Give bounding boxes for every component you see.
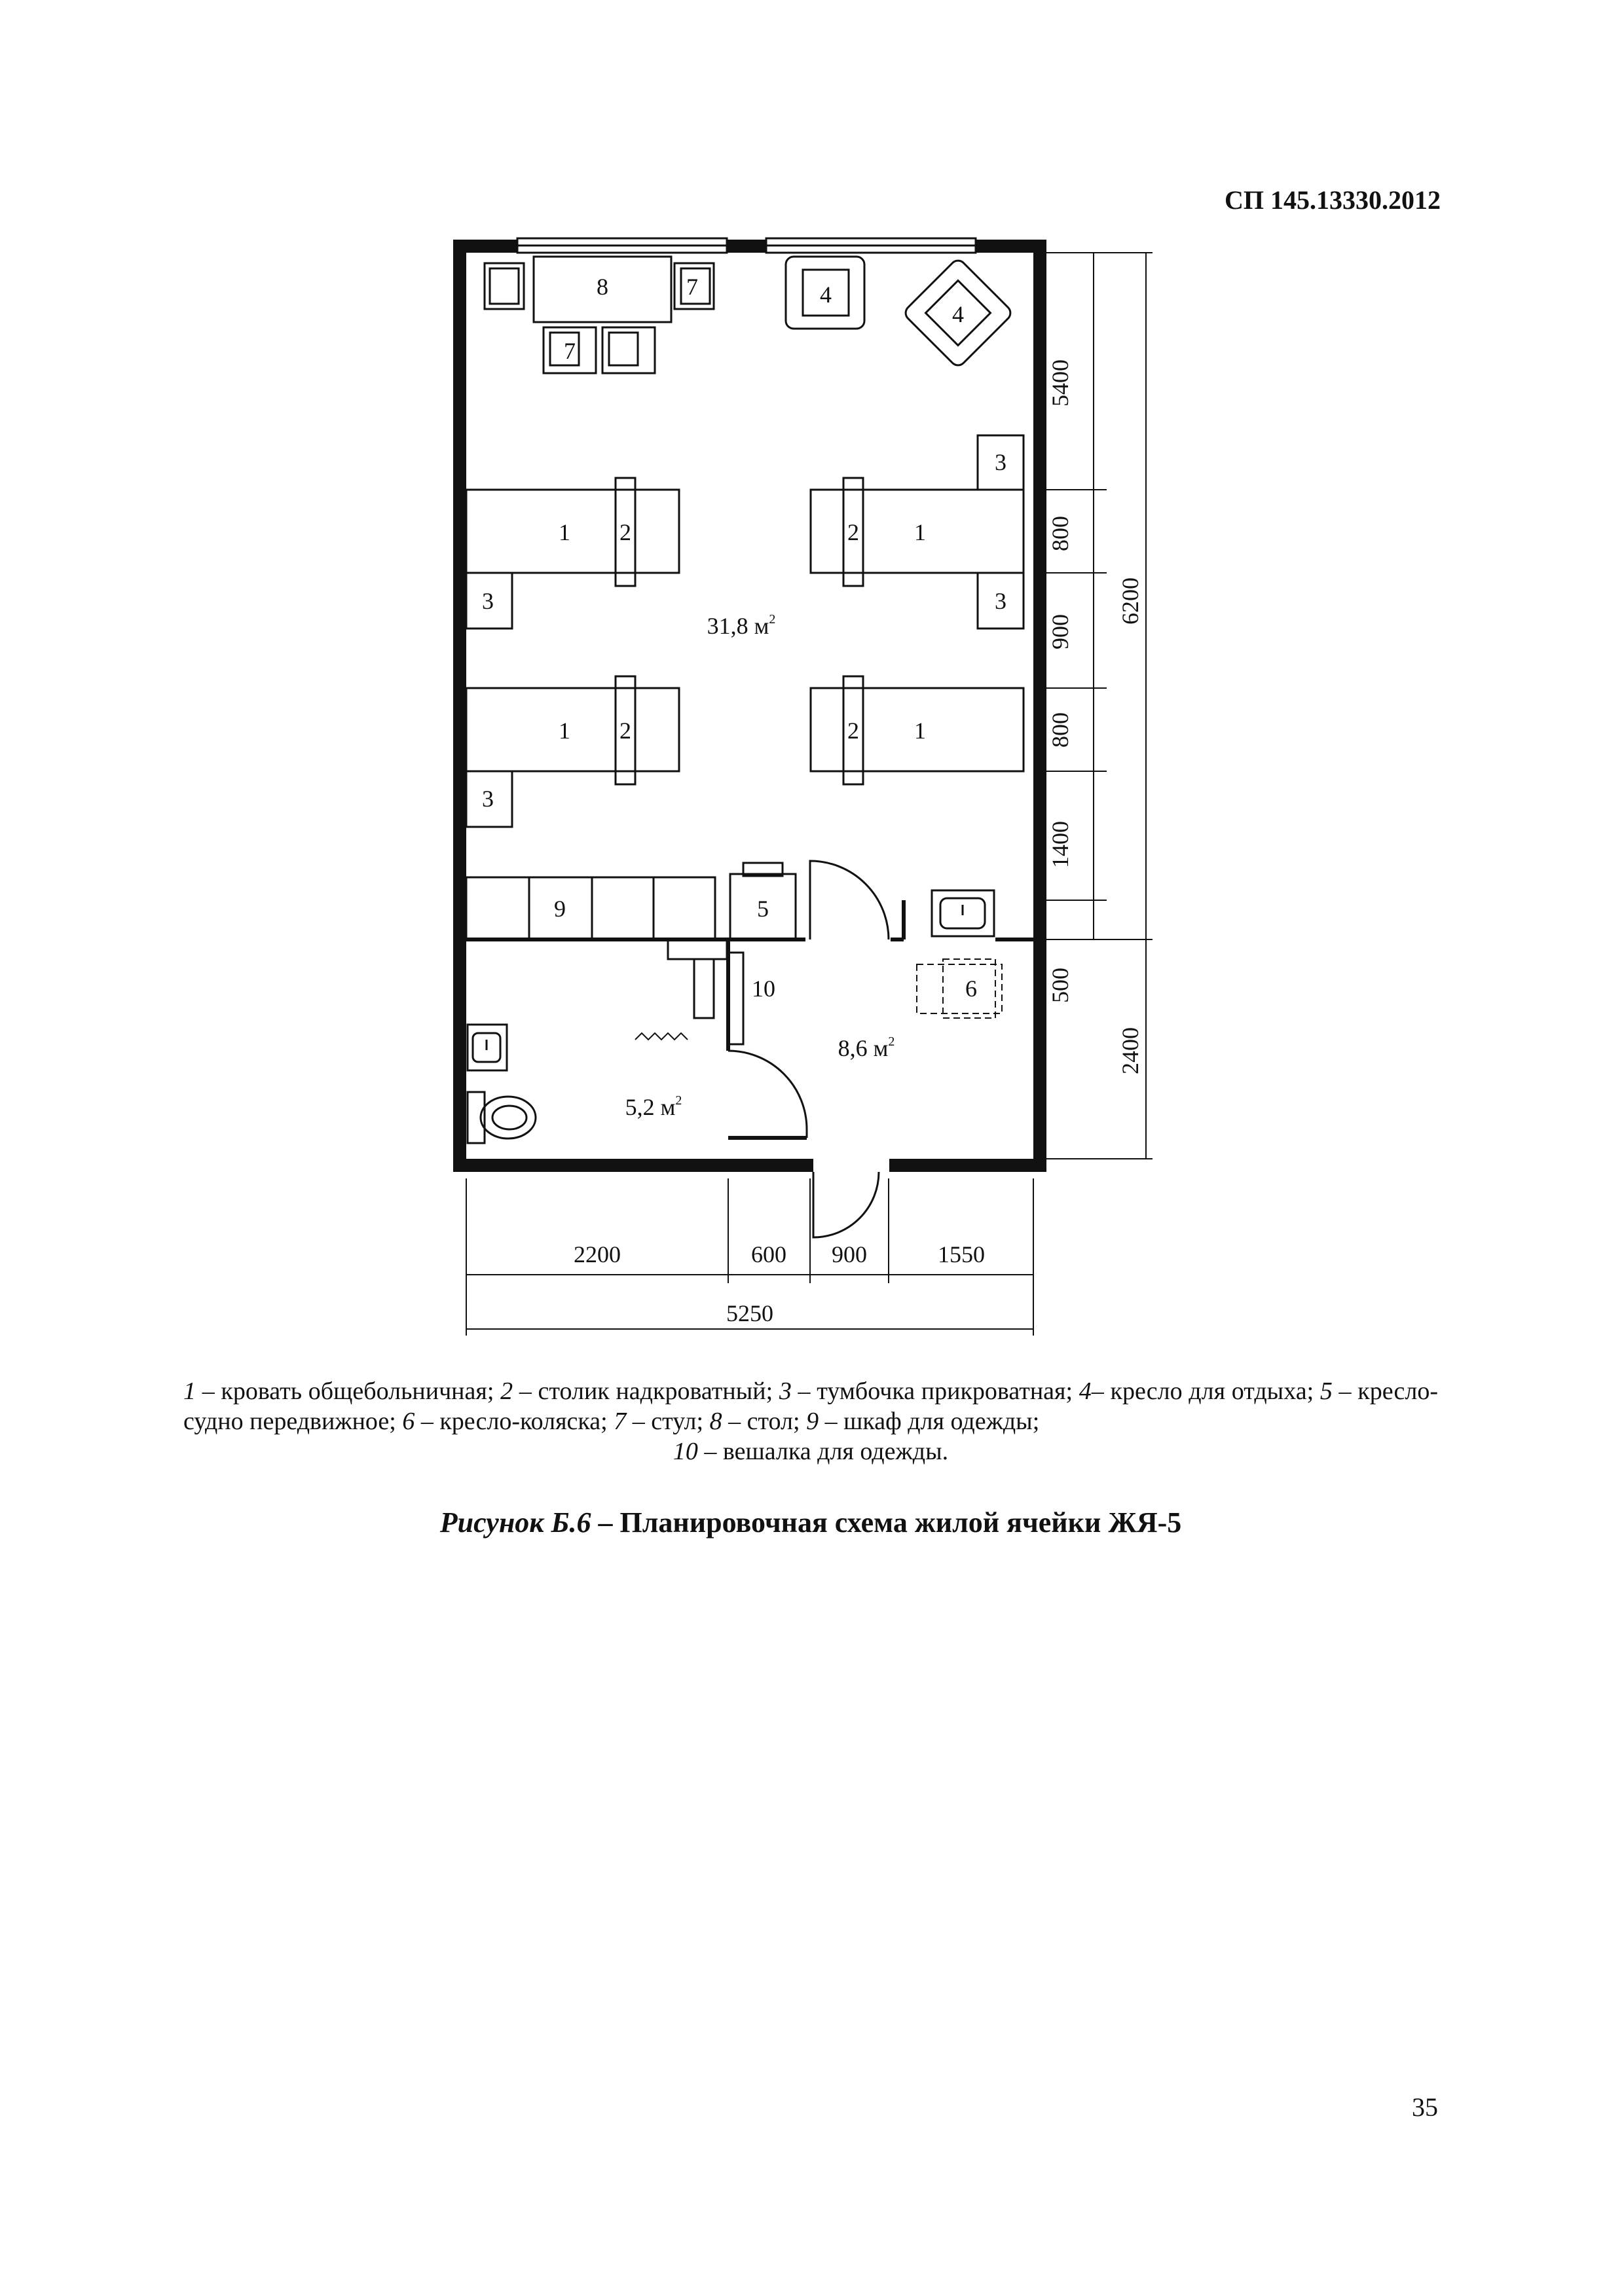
dim-2200: 2200 <box>574 1241 621 1267</box>
legend-last-item: 10 – вешалка для одежды. <box>673 1438 949 1465</box>
label-chair-right: 7 <box>686 274 698 300</box>
room-area-main: 31,8 $м^2$ <box>707 612 776 639</box>
label-bedside-1: 2 <box>619 519 631 545</box>
dim-600: 600 <box>751 1241 786 1267</box>
dim-5250: 5250 <box>726 1300 773 1326</box>
wardrobe <box>466 863 796 939</box>
legend-items: 1 – кровать общебольничная; 2 – столик надкроватный; 3 – тумбочка прикроватная; 4– кресло для отдыха; 5 – кресло-судно передвижное; 6 – кресло-коляска; 7 – стул; 8 – стол; 9 – шкаф для одежды; <box>183 1377 1438 1435</box>
label-commode-chair: 5 <box>757 896 769 922</box>
dim-5400: 5400 <box>1047 359 1073 407</box>
label-nightstand-3: 3 <box>482 786 494 812</box>
dim-2400: 2400 <box>1117 1027 1143 1074</box>
dim-800-b: 800 <box>1047 712 1073 748</box>
label-bed-1: 1 <box>559 519 570 545</box>
bathroom-shower <box>635 939 1002 1044</box>
label-bed-4: 1 <box>914 718 926 744</box>
room-area-hall: 8,6 $м^2$ <box>838 1034 895 1061</box>
document-code: СП 145.13330.2012 <box>1225 185 1441 215</box>
dim-900: 900 <box>1047 614 1073 649</box>
armchairs <box>786 257 1014 369</box>
figure-caption: Рисунок Б.6 – Планировочная схема жилой ячейки ЖЯ-5 <box>439 1506 1182 1539</box>
dim-800-a: 800 <box>1047 516 1073 551</box>
label-table: 8 <box>597 274 608 300</box>
legend <box>183 1376 1438 1467</box>
dim-1400: 1400 <box>1047 821 1073 868</box>
label-bed-3: 1 <box>559 718 570 744</box>
label-armchair-a: 4 <box>820 282 832 308</box>
dim-1550: 1550 <box>938 1241 985 1267</box>
label-bedside-4: 2 <box>847 718 859 744</box>
label-bedside-3: 2 <box>619 718 631 744</box>
room-area-bath: 5,2 $м^2$ <box>625 1093 682 1120</box>
label-hanger: 10 <box>752 975 775 1002</box>
label-nightstand-1: 3 <box>482 588 494 614</box>
label-armchair-b: 4 <box>952 301 964 327</box>
dim-500: 500 <box>1047 968 1073 1003</box>
label-wheelchair: 6 <box>965 975 977 1002</box>
dimension-lines <box>466 253 1153 1336</box>
label-chair-bottom: 7 <box>564 338 576 364</box>
label-bed-2: 1 <box>914 519 926 545</box>
outer-walls <box>453 238 1046 1172</box>
dim-6200: 6200 <box>1117 577 1143 625</box>
label-nightstand-top: 3 <box>995 449 1006 475</box>
label-bedside-2: 2 <box>847 519 859 545</box>
dim-900-bottom: 900 <box>832 1241 867 1267</box>
page-number: 35 <box>1412 2092 1438 2122</box>
label-wardrobe: 9 <box>554 896 566 922</box>
label-nightstand-2: 3 <box>995 588 1006 614</box>
